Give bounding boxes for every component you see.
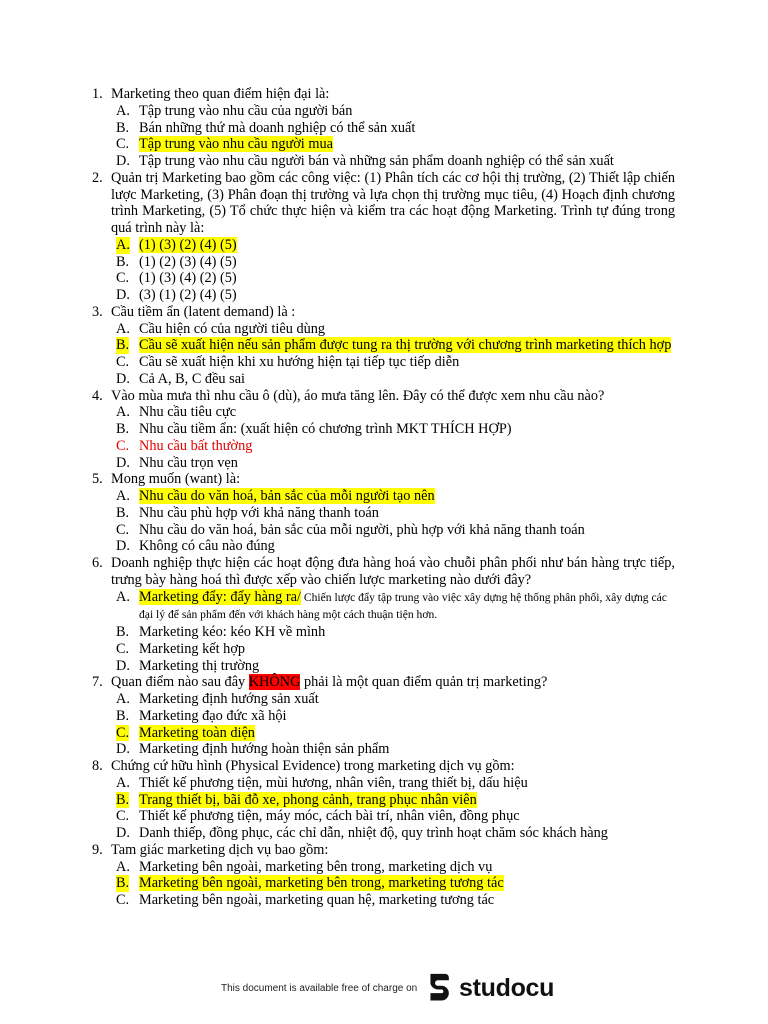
- option-6c: C. Marketing kết hợp: [116, 640, 246, 657]
- question-text: Vào mùa mưa thì nhu cầu ô (dù), áo mưa tăng lên. Đây có thể được xem nhu cầu nào?: [111, 387, 605, 404]
- highlighted-answer: Marketing bên ngoài, marketing bên trong, marketing tương tác: [139, 875, 504, 892]
- option-1d: D. Tập trung vào nhu cầu người bán và những sản phẩm doanh nghiệp có thể sản xuất: [116, 153, 614, 169]
- question-2: 2. Quản trị Marketing bao gồm các công việc: (1) Phân tích các cơ hội thị trường, (2) Thiết lập chiến lược Marketing, (3) Phân đoạn thị trường và lựa chọn thị trường mục tiêu, (4) Hoạch định chương trình Marketing, (5) Tổ chức thực hiện và kiểm tra các hoạt động Marketing. Trình tự đúng trong quá trình này là:: [92, 169, 675, 236]
- question-8: 8. Chứng cứ hữu hình (Physical Evidence) trong marketing dịch vụ gồm:: [92, 758, 515, 774]
- highlighted-answer: Marketing đẩy: đẩy hàng ra/: [139, 588, 301, 605]
- option-5b: B. Nhu cầu phù hợp với khả năng thanh toán: [116, 504, 379, 521]
- highlighted-answer: (1) (3) (2) (4) (5): [139, 236, 237, 253]
- option-7a: A. Marketing định hướng sản xuất: [116, 691, 319, 707]
- question-text: Quản trị Marketing bao gồm các công việc: (1) Phân tích các cơ hội thị trường, (2) Thiết lập chiến lược Marketing, (3) Phân đoạn thị trường và lựa chọn thị trường mục tiêu, (4) Hoạch định chương trình Marketing, (5) Tổ chức thực hiện và kiểm tra các hoạt động Marketing. Trình tự đúng trong quá trình này là:: [111, 169, 675, 236]
- question-1: 1. Marketing theo quan điểm hiện đại là:: [92, 86, 330, 102]
- option-9a: A. Marketing bên ngoài, marketing bên trong, marketing dịch vụ: [116, 858, 493, 875]
- question-text: Mong muốn (want) là:: [111, 471, 241, 488]
- option-3a: A. Cầu hiện có của người tiêu dùng: [116, 320, 326, 337]
- option-3d: D. Cả A, B, C đều sai: [116, 370, 246, 387]
- option-2d: D. (3) (1) (2) (4) (5): [116, 287, 237, 303]
- document-body: [0, 86, 768, 909]
- option-3c: C. Cầu sẽ xuất hiện khi xu hướng hiện tại tiếp tục tiếp diễn: [116, 354, 460, 370]
- option-5d: D. Không có câu nào đúng: [116, 538, 275, 555]
- question-text: Chứng cứ hữu hình (Physical Evidence) trong marketing dịch vụ gồm:: [111, 758, 515, 774]
- red-answer: Nhu cầu bất thường: [139, 437, 253, 454]
- highlighted-answer: Marketing toàn diện: [139, 724, 255, 741]
- question-9: 9. Tam giác marketing dịch vụ bao gồm:: [92, 841, 329, 858]
- option-2a: A. (1) (3) (2) (4) (5): [116, 236, 237, 253]
- option-6d: D. Marketing thị trường: [116, 657, 260, 674]
- option-2b: B. (1) (2) (3) (4) (5): [116, 253, 237, 270]
- option-4c: C. Nhu cầu bất thường: [116, 437, 253, 454]
- option-7b: B. Marketing đạo đức xã hội: [116, 707, 287, 724]
- question-4: 4. Vào mùa mưa thì nhu cầu ô (dù), áo mưa tăng lên. Đây có thể được xem nhu cầu nào?: [92, 387, 605, 404]
- highlighted-answer: Nhu cầu do văn hoá, bản sắc của mỗi người tạo nên: [139, 488, 435, 504]
- option-7c: C. Marketing toàn diện: [116, 724, 255, 741]
- studocu-logo-icon: [424, 972, 454, 1002]
- studocu-wordmark: studocu: [459, 974, 555, 1002]
- question-text: Doanh nghiệp thực hiện các hoạt động đưa hàng hoá vào chuỗi phân phối như bán hàng trực tiếp, trưng bày hàng hoá thì được xếp vào chiến lược marketing nào dưới đây?: [111, 555, 675, 588]
- option-1a: A. Tập trung vào nhu cầu của người bán: [116, 102, 353, 119]
- question-text: Tam giác marketing dịch vụ bao gồm:: [111, 841, 329, 858]
- option-4b: B. Nhu cầu tiềm ẩn: (xuất hiện có chương trình MKT THÍCH HỢP): [116, 421, 512, 437]
- option-9c: C. Marketing bên ngoài, marketing quan hệ, marketing tương tác: [116, 892, 495, 908]
- footer: [0, 968, 768, 1008]
- highlighted-answer: Trang thiết bị, bãi đỗ xe, phong cảnh, trang phục nhân viên: [139, 791, 477, 808]
- question-text: Marketing theo quan điểm hiện đại là:: [111, 86, 330, 102]
- option-8c: C. Thiết kế phương tiện, máy móc, cách bài trí, nhân viên, đồng phục: [116, 808, 520, 825]
- option-6b: B. Marketing kéo: kéo KH về mình: [116, 624, 326, 640]
- option-9b: B. Marketing bên ngoài, marketing bên trong, marketing tương tác: [116, 875, 504, 892]
- question-6: 6. Doanh nghiệp thực hiện các hoạt động đưa hàng hoá vào chuỗi phân phối như bán hàng trực tiếp, trưng bày hàng hoá thì được xếp vào chiến lược marketing nào dưới đây?: [92, 555, 675, 588]
- question-7: 7. Quan điểm nào sau đây KHÔNG phải là một quan điểm quản trị marketing?: [92, 674, 548, 691]
- option-8b: B. Trang thiết bị, bãi đỗ xe, phong cảnh, trang phục nhân viên: [116, 791, 477, 808]
- highlighted-answer: Cầu sẽ xuất hiện nếu sản phẩm được tung ra thị trường với chương trình marketing thích hợp: [139, 337, 672, 354]
- highlighted-answer: Tập trung vào nhu cầu người mua: [139, 136, 333, 153]
- footer-availability-text: This document is available free of charge on: [221, 983, 418, 994]
- answer-note: Chiến lược đẩy tập trung vào việc xây dựng hệ thống phân phối, xây dựng các đại lý để sản phẩm đến với khách hàng một cách thuận tiện hơn.: [139, 590, 667, 622]
- option-2c: C. (1) (3) (4) (2) (5): [116, 270, 237, 287]
- option-3b: B. Cầu sẽ xuất hiện nếu sản phẩm được tung ra thị trường với chương trình marketing thích hợp: [116, 337, 672, 354]
- question-3: 3. Cầu tiềm ẩn (latent demand) là :: [92, 303, 296, 320]
- option-5c: C. Nhu cầu do văn hoá, bản sắc của mỗi người, phù hợp với khả năng thanh toán: [116, 521, 585, 538]
- option-7d: D. Marketing định hướng hoàn thiện sản phẩm: [116, 741, 390, 758]
- option-1b: B. Bán những thứ mà doanh nghiệp có thể sản xuất: [116, 119, 416, 136]
- emphasis-not: KHÔNG: [248, 674, 301, 691]
- option-5a: A. Nhu cầu do văn hoá, bản sắc của mỗi người tạo nên: [116, 488, 435, 504]
- option-8d: D. Danh thiếp, đồng phục, các chỉ dẫn, nhiệt độ, quy trình hoạt chăm sóc khách hàng: [116, 825, 608, 841]
- option-8a: A. Thiết kế phương tiện, mùi hương, nhân viên, trang thiết bị, dấu hiệu: [116, 774, 528, 791]
- option-4a: A. Nhu cầu tiêu cực: [116, 404, 237, 421]
- option-1c: C. Tập trung vào nhu cầu người mua: [116, 136, 333, 153]
- option-4d: D. Nhu cầu trọn vẹn: [116, 454, 238, 471]
- option-6a: A. Marketing đẩy: đẩy hàng ra/ Chiến lược đẩy tập trung vào việc xây dựng hệ thống phân phối, xây dựng các đại lý để sản phẩm đến với khách hàng một cách thuận tiện hơn.: [116, 588, 667, 622]
- question-text: Cầu tiềm ẩn (latent demand) là :: [111, 303, 296, 320]
- question-5: 5. Mong muốn (want) là:: [92, 471, 241, 488]
